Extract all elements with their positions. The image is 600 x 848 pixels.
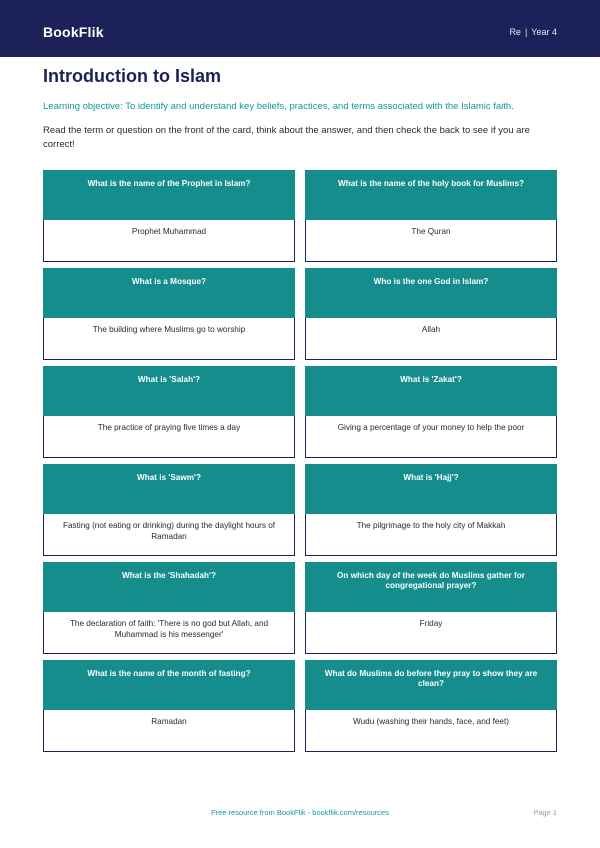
card-front: What is 'Zakat'?: [305, 366, 557, 416]
card-front: What is the name of the month of fasting?: [43, 660, 295, 710]
card-back: The declaration of faith: 'There is no god but Allah, and Muhammad is his messenger': [43, 612, 295, 654]
page-header: [0, 0, 600, 57]
card-front: What do Muslims do before they pray to show they are clean?: [305, 660, 557, 710]
card-front: What is the 'Shahadah'?: [43, 562, 295, 612]
subject-label: Re: [509, 27, 521, 37]
header-meta: [509, 27, 557, 37]
brand-logo: BookFlik: [43, 24, 104, 40]
card-front: Who is the one God in Islam?: [305, 268, 557, 318]
flashcard[interactable]: [305, 464, 557, 556]
flashcard[interactable]: [305, 170, 557, 262]
card-back: The building where Muslims go to worship: [43, 318, 295, 360]
card-front: What is 'Sawm'?: [43, 464, 295, 514]
card-front: What is the name of the holy book for Muslims?: [305, 170, 557, 220]
card-front: What is a Mosque?: [43, 268, 295, 318]
instructions: Read the term or question on the front of the card, think about the answer, and then check the back to see if you are correct!: [43, 125, 530, 150]
card-back: Ramadan: [43, 710, 295, 752]
card-front: On which day of the week do Muslims gather for congregational prayer?: [305, 562, 557, 612]
page-number: Page 1: [533, 808, 557, 817]
flashcard[interactable]: [43, 170, 295, 262]
card-back: Allah: [305, 318, 557, 360]
card-front: What is 'Salah'?: [43, 366, 295, 416]
footer-link[interactable]: Free resource from BookFlik - bookflik.com/resources: [211, 808, 389, 817]
page-title: Introduction to Islam: [43, 66, 221, 86]
flashcard[interactable]: [43, 268, 295, 360]
flashcard[interactable]: [305, 366, 557, 458]
card-back: Giving a percentage of your money to help the poor: [305, 416, 557, 458]
card-back: The practice of praying five times a day: [43, 416, 295, 458]
card-back: The pilgrimage to the holy city of Makkah: [305, 514, 557, 556]
flashcard[interactable]: [43, 366, 295, 458]
year-label: Year 4: [531, 27, 557, 37]
card-front: What is 'Hajj'?: [305, 464, 557, 514]
card-back: The Quran: [305, 220, 557, 262]
card-front: What is the name of the Prophet in Islam?: [43, 170, 295, 220]
flashcard[interactable]: [305, 660, 557, 752]
card-back: Wudu (washing their hands, face, and feet): [305, 710, 557, 752]
card-back: Fasting (not eating or drinking) during the daylight hours of Ramadan: [43, 514, 295, 556]
flashcard[interactable]: [305, 562, 557, 654]
flashcard[interactable]: [43, 660, 295, 752]
flashcard[interactable]: [305, 268, 557, 360]
learning-objective: Learning objective: To identify and understand key beliefs, practices, and terms associated with the Islamic faith.: [43, 101, 514, 112]
flashcard[interactable]: [43, 562, 295, 654]
card-back: Prophet Muhammad: [43, 220, 295, 262]
flashcard[interactable]: [43, 464, 295, 556]
card-back: Friday: [305, 612, 557, 654]
meta-separator: |: [524, 27, 528, 37]
